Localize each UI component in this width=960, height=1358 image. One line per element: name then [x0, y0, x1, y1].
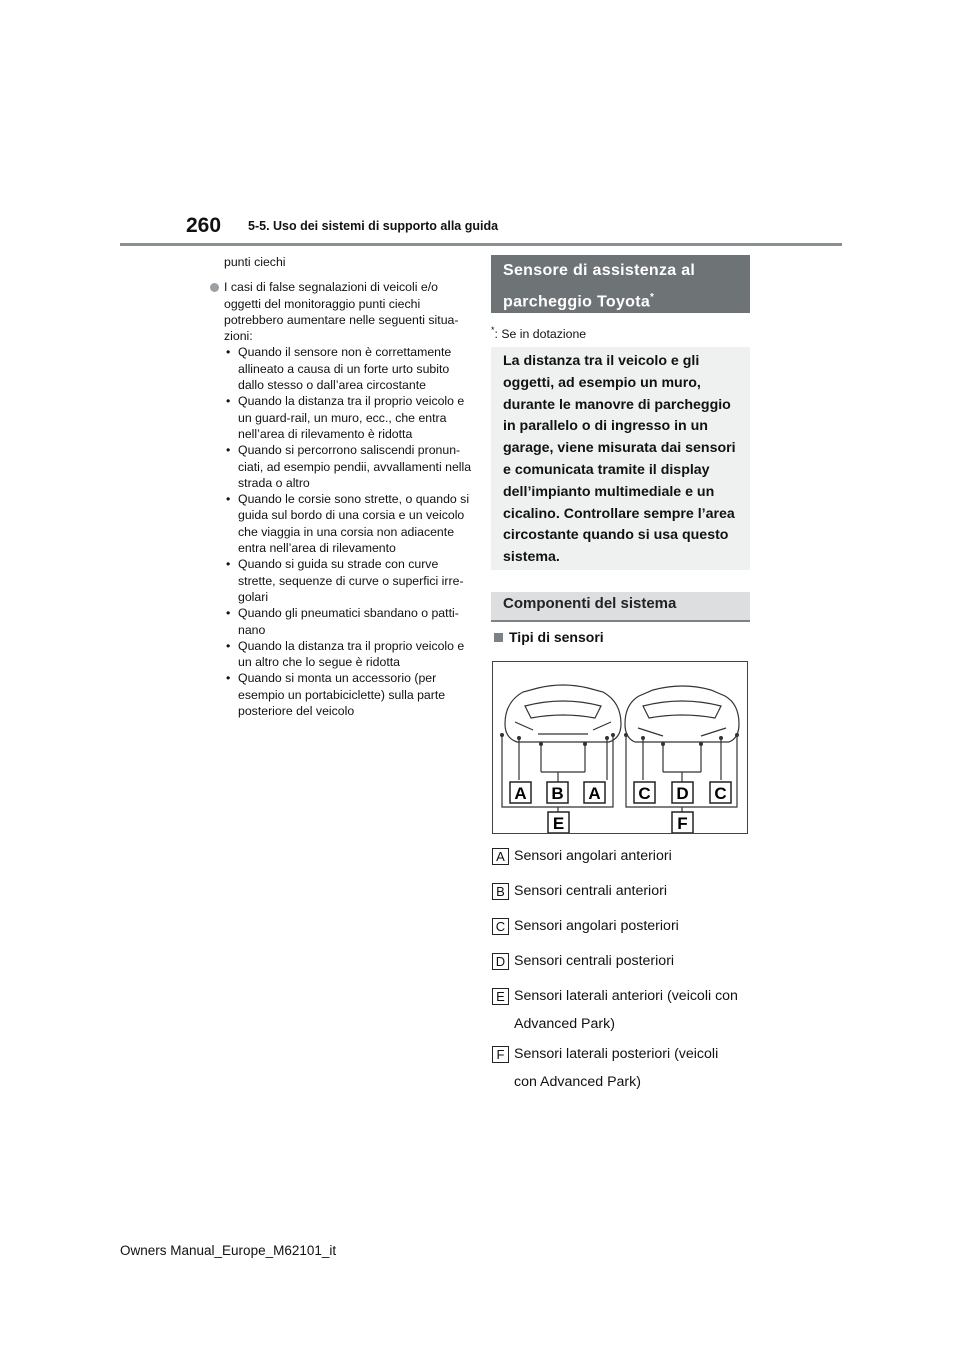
- list-item: • Quando la distanza tra il proprio veicolo e un guard-rail, un muro, ecc., che entra nell’area di rilevamento è ridotta: [226, 394, 465, 441]
- header-rule: [120, 243, 842, 246]
- label-box-a-right: [584, 782, 605, 803]
- legend-key: F: [492, 1046, 509, 1063]
- list-item: • Quando le corsie sono strette, o quando si guida sul bordo di una corsia e un veicolo che viaggia in una corsia non adiacente entra nell’area di rilevamento: [226, 492, 470, 556]
- legend-text: Sensori centrali posteriori: [514, 953, 675, 969]
- legend-key: E: [492, 988, 509, 1005]
- bullet-text: I casi di false segnalazioni di veicoli e/o oggetti del monitoraggio punti ciechi potrebbero aumentare nelle seguenti situa-zioni:: [224, 280, 459, 344]
- legend-item: [492, 982, 738, 1038]
- list-item: • Quando si guida su strade con curve strette, sequenze di curve o superfici irre-golari: [226, 557, 464, 604]
- legend-item: [492, 877, 667, 905]
- legend-item: [492, 842, 672, 870]
- bullet-item: [210, 279, 472, 719]
- sensor-diagram-svg: [493, 662, 747, 833]
- legend-text: Sensori angolari posteriori: [514, 918, 679, 934]
- svg-text:A: A: [588, 784, 601, 803]
- situation-list: [224, 344, 472, 719]
- label-box-b: [547, 782, 568, 803]
- legend-text: Sensori laterali posteriori (veicoli con Advanced Park): [514, 1046, 719, 1090]
- list-item: • Quando la distanza tra il proprio veicolo e un altro che lo segue è ridotta: [226, 638, 465, 670]
- list-item: • Quando si monta un accessorio (per esempio un portabiciclette) sulla parte posteriore del veicolo: [226, 671, 446, 719]
- list-item: • Quando il sensore non è correttamente allineato a causa di un forte urto subito dallo stesso o dall’area circostante: [226, 345, 452, 393]
- legend-text: Sensori centrali anteriori: [514, 883, 667, 899]
- legend-text: Sensori laterali anteriori (veicoli con Advanced Park): [514, 988, 738, 1032]
- label-box-d: [672, 782, 693, 803]
- rear-car-icon: [625, 686, 739, 742]
- subheading: Tipi di sensori: [494, 629, 604, 645]
- legend-item: [492, 1040, 718, 1096]
- svg-text:C: C: [638, 784, 651, 803]
- label-box-c-left: [634, 782, 655, 803]
- legend-item: [492, 947, 674, 975]
- footnote: *: Se in dotazione: [491, 325, 587, 342]
- svg-text:F: F: [677, 814, 688, 833]
- left-column: [210, 254, 472, 719]
- front-car-icon: [505, 685, 621, 742]
- components-heading: Componenti del sistema: [491, 592, 750, 622]
- svg-text:E: E: [552, 814, 565, 833]
- label-box-f: [672, 812, 693, 833]
- legend-key: D: [492, 953, 509, 970]
- svg-text:C: C: [714, 784, 727, 803]
- label-box-e: [548, 812, 569, 833]
- list-item: • Quando gli pneumatici sbandano o patti-nano: [226, 606, 459, 637]
- page-number: 260: [186, 214, 222, 237]
- svg-text:D: D: [676, 784, 689, 803]
- list-item: • Quando si percorrono saliscendi pronun-ciati, ad esempio pendii, avvallamenti nella strada o altro: [226, 443, 472, 490]
- label-box-c-right: [710, 782, 731, 803]
- continuation-text: punti ciechi: [224, 255, 286, 269]
- section-heading: Sensore di assistenza al parcheggio Toyota*: [491, 255, 750, 313]
- section-title: 5-5. Uso dei sistemi di supporto alla guida: [248, 219, 499, 233]
- svg-text:A: A: [514, 784, 527, 803]
- square-bullet-icon: [494, 633, 503, 642]
- bullet-dot-icon: [210, 283, 219, 292]
- legend-item: [492, 912, 679, 940]
- legend-key: A: [492, 848, 509, 865]
- svg-text:B: B: [551, 784, 564, 803]
- sensor-diagram: [492, 661, 748, 834]
- legend-key: B: [492, 883, 509, 900]
- intro-box: La distanza tra il veicolo e gli oggetti, ad esempio un muro, durante le manovre di parcheggio in parallelo o di ingresso in un garage, viene misurata dai sensori e comunicata tramite il display dell’impianto multimediale e un cicalino. Controllare sempre l’area circostante quando si usa questo sistema.: [491, 347, 750, 570]
- legend-text: Sensori angolari anteriori: [514, 848, 672, 864]
- manual-id: Owners Manual_Europe_M62101_it: [120, 1243, 337, 1258]
- label-box-a-left: [510, 782, 531, 803]
- legend-key: C: [492, 918, 509, 935]
